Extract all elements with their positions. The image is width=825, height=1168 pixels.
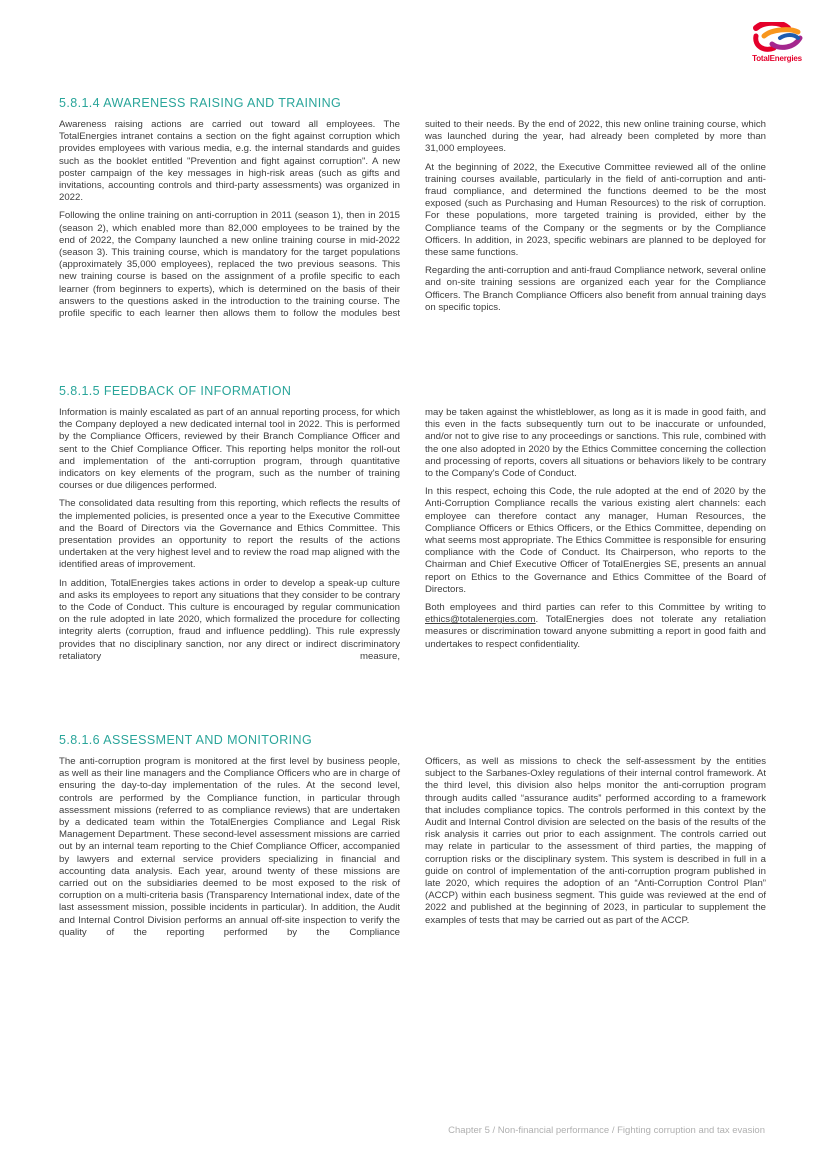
paragraph: Information is mainly escalated as part of an annual reporting process, for which the Company deployed a new dedicated internal tool in 2022. This is performed by the Compliance Officers, reviewed by their Branch Compliance Officer and sent to the Chief Compliance Officer. This reporting helps monitor the roll-out and implementation of the anti-corruption program, through quantitative indicators on key elements of the program, such as the number of training courses or due diligences performed. <box>59 407 400 492</box>
totalenergies-logo <box>744 22 810 68</box>
feedback-right-column <box>425 407 766 657</box>
ethics-email-link[interactable]: ethics@totalenergies.com <box>425 614 536 626</box>
feedback-left-column <box>59 407 400 663</box>
page-footer: Chapter 5 / Non-financial performance / Fighting corruption and tax evasion <box>448 1125 765 1136</box>
assessment-left-column <box>59 756 400 939</box>
paragraph: The consolidated data resulting from this reporting, which reflects the results of the implemented policies, is presented once a year to the Executive Committee and the Board of Directors via the Governance and Ethics Committee. This presentation provides an opportunity to report the results of the actions undertaken at the very highest level and to review the road map aligned with the identified areas of improvement. <box>59 498 400 571</box>
paragraph: may be taken against the whistleblower, as long as it is made in good faith, and this even in the facts subsequently turn out to be inaccurate or unfounded, and/or not to give rise to any proceedings or sanctions. This rule, combined with the one also adopted in 2020 by the Ethics Committee concerning the collection and processing of reports, covers all situations or behaviors likely to be contrary to the Company's Code of Conduct. <box>425 407 766 480</box>
paragraph-text: . TotalEnergies does not tolerate any retaliation measures or discrimination toward anyone submitting a report in good faith and undertakes to respect confidentiality. <box>425 614 766 650</box>
assessment-right-column <box>425 756 766 933</box>
paragraph: In addition, TotalEnergies takes actions in order to develop a speak-up culture and asks its employees to report any situations that they consider to be contrary to the Code of Conduct. This culture is encouraged by regular communication on the rule adopted in late 2020, which formalized the procedure for collecting integrity alerts (corruption, fraud and influence peddling). This rule expressly provides that no disciplinary sanction, nor any direct or indirect discriminatory retaliatory measure, <box>59 577 400 662</box>
awareness-left-column <box>59 119 400 320</box>
paragraph: Awareness raising actions are carried out toward all employees. The TotalEnergies intranet contains a section on the fight against corruption which provides employees with various media, e.g. the internal standards and guides such as the booklet entitled "Prevention and fight against corruption". A new poster campaign of the key messages in high-risk areas (such as gifts and invitations, accounting controls and third-party assessments) was organized in 2022. <box>59 119 400 204</box>
paragraph: Regarding the anti-corruption and anti-fraud Compliance network, several online and on-site training sessions are organized each year for the Compliance Officers. The Branch Compliance Officers also benefit from annual training days on specific topics. <box>425 265 766 313</box>
paragraph: Officers, as well as missions to check the self-assessment by the entities subject to the Sarbanes-Oxley regulations of their internal control framework. At the third level, this division also helps monitor the anti-corruption program through audits called “assurance audits” performed according to a framework that includes compliance topics. The controls performed in this context by the Audit and Internal Control division are selected on the basis of the results of the risk analysis it carries out prior to each assignment. The controls carried out may relate in particular to the assessment of third parties, the mapping of corruption risks or the disciplinary system. This system is described in full in a guide on control of implementation of the anti-corruption program published in late 2020, which requires the adoption of an “Anti-Corruption Control Plan” (ACCP) within each business segment. This guide was reviewed at the end of 2022 and published at the beginning of 2023, in particular to supplement the examples of tests that may be carried out as part of the ACCP. <box>425 756 766 926</box>
paragraph <box>425 602 766 651</box>
paragraph: suited to their needs. By the end of 2022, this new online training course, which was launched during the year, had already been completed by more than 31,000 employees. <box>425 119 766 155</box>
paragraph: The anti-corruption program is monitored at the first level by business people, as well as their line managers and the Compliance Officers who are in charge of ensuring the day-to-day implementation of the rules. At the second level, controls are performed by the Compliance function, in particular through assessment missions (referred to as compliance reviews) that are undertaken by a dedicated team within the TotalEnergies Compliance and Legal Risk Management Department. These second-level assessment missions are carried out by an internal team reporting to the Chief Compliance Officer, accompanied by lawyers and external service providers specializing in financial and accounting data analysis. Each year, around twenty of these missions are carried out on the subsidiaries deemed to be most exposed to the risk of corruption on a multi-criteria basis (Transparency International index, date of the last assessment mission, possible incidents in particular). In addition, the Audit and Internal Control Division performs an annual off-site inspection to verify the quality of the reporting performed by the Compliance <box>59 756 400 938</box>
section-title-feedback: 5.8.1.5 FEEDBACK OF INFORMATION <box>59 384 292 398</box>
logo-wordmark: TotalEnergies <box>752 54 802 63</box>
logo-mark-icon <box>750 22 804 54</box>
section-title-assessment: 5.8.1.6 ASSESSMENT AND MONITORING <box>59 733 313 747</box>
awareness-right-column <box>425 119 766 320</box>
section-title-awareness: 5.8.1.4 AWARENESS RAISING AND TRAINING <box>59 96 342 110</box>
paragraph: Following the online training on anti-corruption in 2011 (season 1), then in 2015 (season 2), which enabled more than 82,000 employees to be trained by the end of 2022, the Company launched a new online training course in mid-2022 (season 3). This training course, which is mandatory for the target populations (approximately 35,000 employees), replaced the two previous seasons. This new training course is based on the assignment of a profile specific to each learner (from beginners to experts), which is determined on the basis of their answers to the questions asked in the introduction to the training course. The profile specific to each learner then allows them to follow the modules best <box>59 210 400 320</box>
paragraph: In this respect, echoing this Code, the rule adopted at the end of 2020 by the Anti-Corruption Compliance recalls the various existing alert channels: each employee can therefore contact any manager, Human Resources, the Compliance Officers or Ethics Officers, or the Ethics Committee, depending on what seems most appropriate. The Ethics Committee is responsible for ensuring compliance with the Code of Conduct. Its Chairperson, who reports to the Chairman and Chief Executive Officer of TotalEnergies SE, presents an annual report on Ethics to the Governance and Ethics Committee of the Board of Directors. <box>425 486 766 595</box>
paragraph-text: Both employees and third parties can refer to this Committee by writing to <box>425 602 766 614</box>
paragraph: At the beginning of 2022, the Executive Committee reviewed all of the online training courses available, particularly in the field of anti-corruption and anti-fraud compliance, and determined the functions deemed to be the most exposed (such as Purchasing and Human Resources) to the risk of corruption. For these populations, more targeted training is provided, either by the Compliance teams of the Company or the segments or by the Compliance Officers. In addition, in 2023, specific webinars are planned to be deployed for these same functions. <box>425 161 766 259</box>
